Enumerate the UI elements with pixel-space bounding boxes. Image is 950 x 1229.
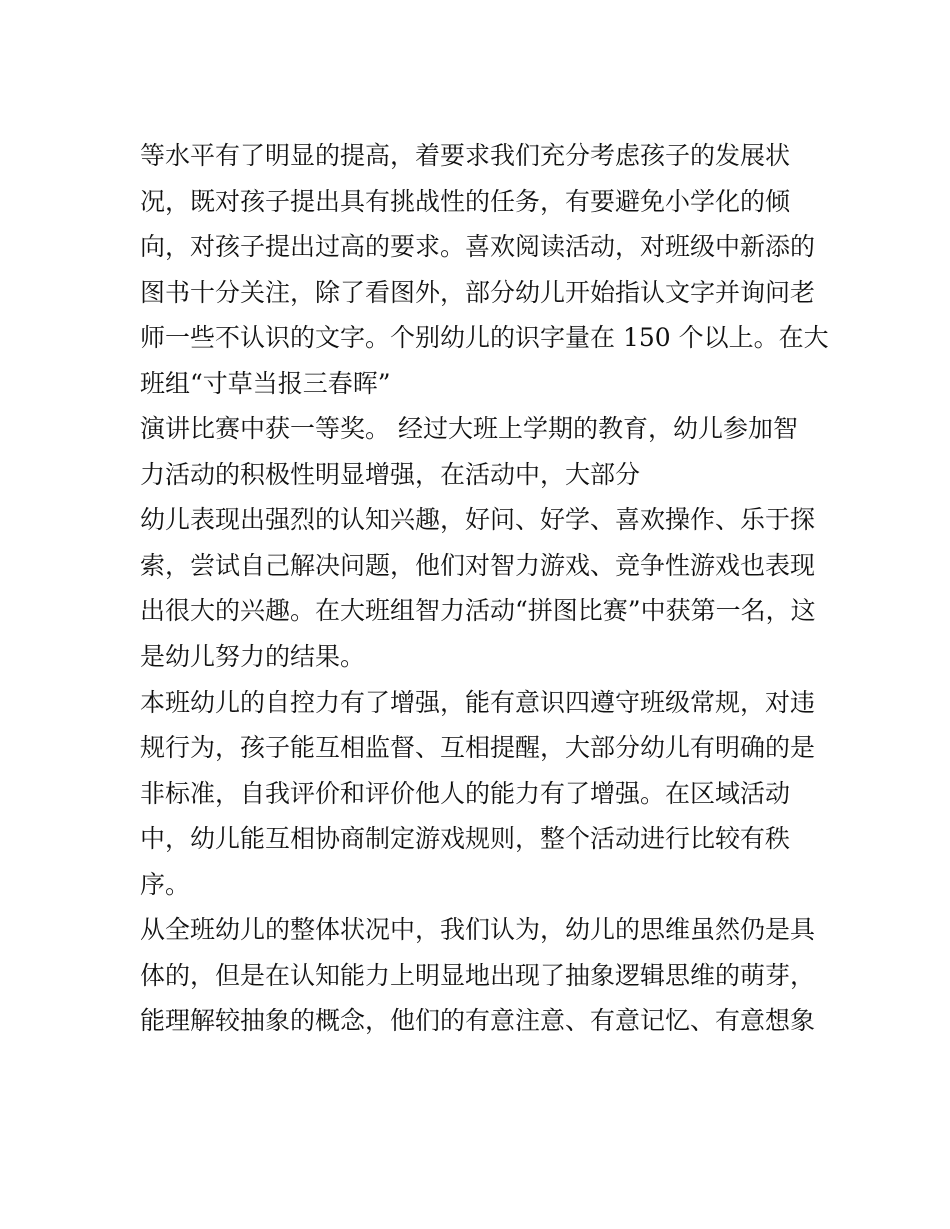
text-line: 体的，但是在认知能力上明显地出现了抽象逻辑思维的萌芽， — [140, 960, 816, 990]
text-line: 中，幼儿能互相协商制定游戏规则，整个活动进行比较有秩 — [140, 824, 791, 854]
text-line: 等水平有了明显的提高，着要求我们充分考虑孩子的发展状 — [140, 141, 791, 170]
text-line: 非标准，自我评价和评价他人的能力有了增强。在区域活动 — [140, 778, 791, 808]
text-line: 力活动的积极性明显增强，在活动中，大部分 — [140, 459, 641, 489]
document-body — [140, 133, 830, 1044]
text-line: 本班幼儿的自控力有了增强，能有意识四遵守班级常规，对违 — [140, 687, 816, 717]
text-line: 向，对孩子提出过高的要求。喜欢阅读活动，对班级中新添的 — [140, 232, 816, 262]
text-line: 规行为，孩子能互相监督、互相提醒，大部分幼儿有明确的是 — [140, 733, 816, 763]
text-line: 能理解较抽象的概念，他们的有意注意、有意记忆、有意想象 — [140, 1006, 816, 1036]
text-line: 况，既对孩子提出具有挑战性的任务，有要避免小学化的倾 — [140, 186, 791, 216]
text-line: 师一些不认识的文字。个别幼儿的识字量在 150 个以上。在大 — [140, 323, 829, 353]
text-line: 从全班幼儿的整体状况中，我们认为，幼儿的思维虽然仍是具 — [140, 915, 816, 945]
text-line: 索，尝试自己解决问题，他们对智力游戏、竞争性游戏也表现 — [140, 550, 816, 580]
text-line: 出很大的兴趣。在大班组智力活动“拼图比赛”中获第一名，这 — [140, 596, 816, 626]
text-line: 幼儿表现出强烈的认知兴趣，好问、好学、喜欢操作、乐于探 — [140, 505, 816, 535]
text-line: 是幼儿努力的结果。 — [140, 642, 366, 672]
text-line: 图书十分关注，除了看图外，部分幼儿开始指认文字并询问老 — [140, 277, 816, 307]
text-line: 演讲比赛中获一等奖。 经过大班上学期的教育，幼儿参加智 — [140, 414, 798, 444]
text-line: 班组“寸草当报三春晖” — [140, 368, 391, 398]
text-line: 序。 — [140, 869, 191, 899]
